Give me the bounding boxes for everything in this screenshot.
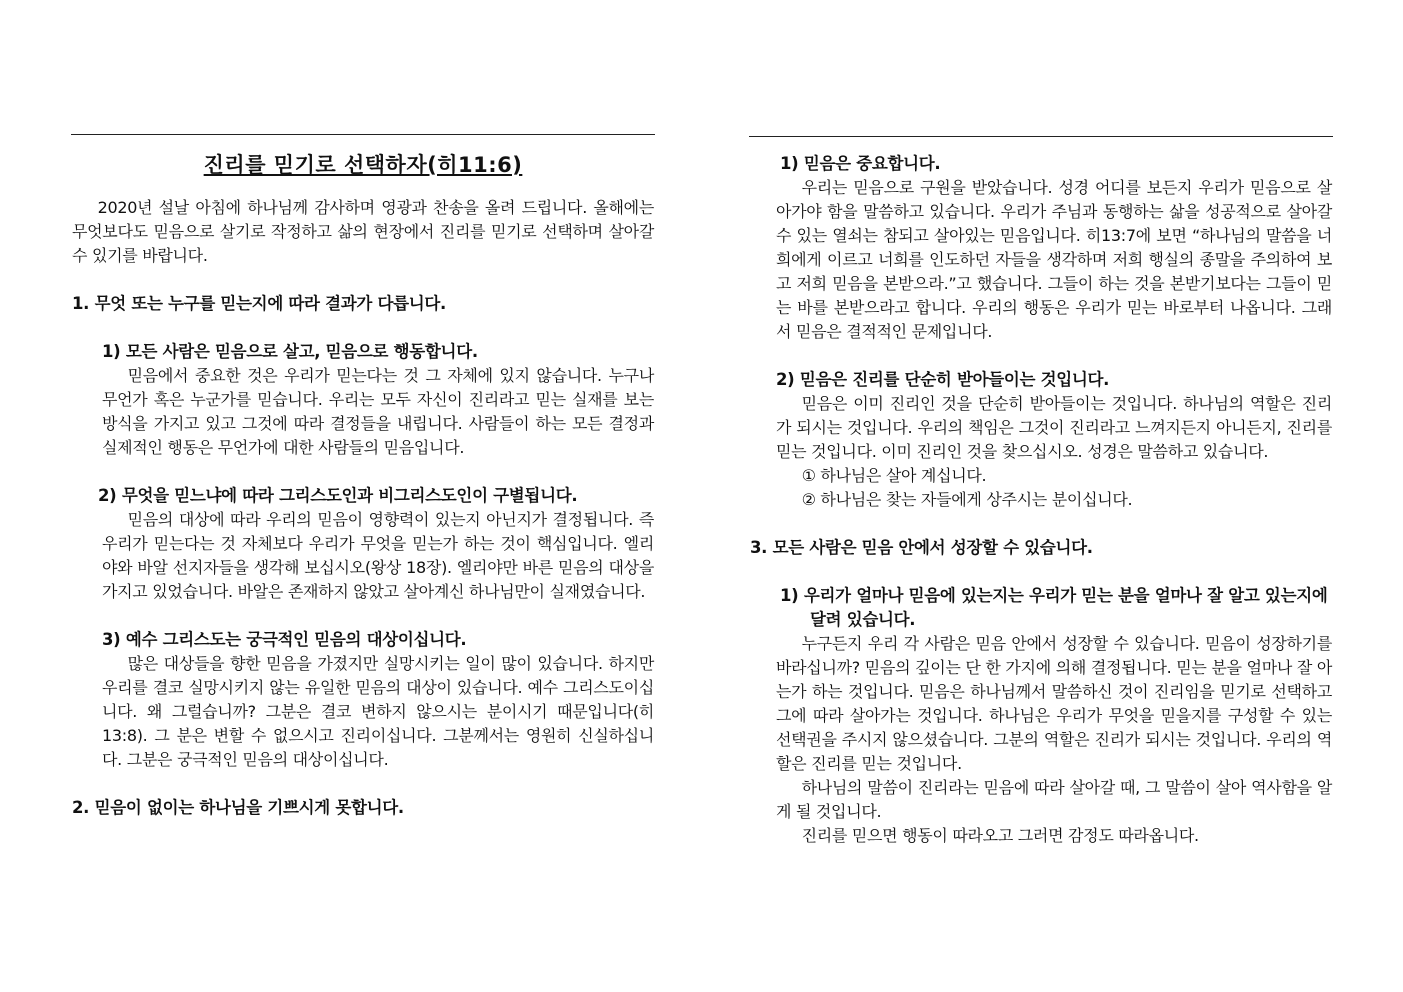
intro-paragraph: 2020년 설날 아침에 하나님께 감사하며 영광과 찬송을 올려 드립니다. 올해에는 무엇보다도 믿음으로 살기로 작정하고 삶의 현장에서 진리를 믿기로 선택하며 살아갈 수 있기를 바랍니다.: [72, 198, 654, 265]
right-column: [750, 152, 1332, 848]
section-2-2-item-1: ① 하나님은 살아 계십니다.: [801, 466, 987, 485]
page-title: 진리를 믿기로 선택하자(히11:6): [203, 153, 523, 177]
section-2-2-item-2: ② 하나님은 찾는 자들에게 상주시는 분이십니다.: [801, 490, 1133, 509]
section-1-3-body: 많은 대상들을 향한 믿음을 가졌지만 실망시키는 일이 많이 있습니다. 하지만 우리를 결코 실망시키지 않는 유일한 믿음의 대상이 있습니다. 예수 그리스도이십니다. 왜 그럴습니까? 그분은 결코 변하지 않으시는 분이시기 때문입니다(히13:8). 그 분은 변할 수 없으시고 진리이십니다. 그분께서는 영원히 신실하십니다. 그분은 궁극적인 믿음의 대상이십니다.: [102, 654, 654, 769]
section-1-heading: 1. 무엇 또는 누구를 믿는지에 따라 결과가 다릅니다.: [72, 294, 447, 313]
section-3-1-body-2: 하나님의 말씀이 진리라는 믿음에 따라 살아갈 때, 그 말씀이 살아 역사함을 알게 될 것입니다.: [776, 778, 1332, 821]
section-2-heading: 2. 믿음이 없이는 하나님을 기쁘시게 못합니다.: [72, 798, 404, 817]
right-top-rule: [749, 136, 1333, 137]
section-2-2-body: 믿음은 이미 진리인 것을 단순히 받아들이는 것입니다. 하나님의 역할은 진리가 되시는 것입니다. 우리의 책임은 그것이 진리라고 느껴지든지 아니든지, 진리를 믿는 것입니다. 이미 진리인 것을 찾으십시오. 성경은 말씀하고 있습니다.: [776, 394, 1332, 461]
left-column: [72, 150, 654, 820]
section-3-1-body-3: 진리를 믿으면 행동이 따라오고 그러면 감정도 따라옵니다.: [801, 826, 1199, 845]
section-1-2-heading: 2) 무엇을 믿느냐에 따라 그리스도인과 비그리스도인이 구별됩니다.: [98, 486, 578, 505]
section-3-1-heading: 1) 우리가 얼마나 믿음에 있는지는 우리가 믿는 분을 얼마나 잘 알고 있는지에 달려 있습니다.: [780, 586, 1328, 629]
section-3-1-body-1: 누구든지 우리 각 사람은 믿음 안에서 성장할 수 있습니다. 믿음이 성장하기를 바라십니까? 믿음의 깊이는 단 한 가지에 의해 결정됩니다. 믿는 분을 얼마나 잘 아는가 하는 것입니다. 믿음은 하나님께서 말씀하신 것이 진리임을 믿기로 선택하고 그에 따라 살아가는 것입니다. 하나님은 우리가 무엇을 믿을지를 구성할 수 있는 선택권을 주시지 않으셨습니다. 그분의 역할은 진리가 되시는 것입니다. 우리의 역할은 진리를 믿는 것입니다.: [776, 634, 1332, 773]
section-1-1-body: 믿음에서 중요한 것은 우리가 믿는다는 것 그 자체에 있지 않습니다. 누구나 무언가 혹은 누군가를 믿습니다. 우리는 모두 자신이 진리라고 믿는 실재를 보는 방식을 가지고 있고 그것에 따라 결정들을 내립니다. 사람들이 하는 모든 결정과 실제적인 행동은 무언가에 대한 사람들의 믿음입니다.: [102, 366, 654, 457]
section-1-3-heading: 3) 예수 그리스도는 궁극적인 믿음의 대상이십니다.: [102, 630, 467, 649]
section-2-2-heading: 2) 믿음은 진리를 단순히 받아들이는 것입니다.: [776, 370, 1110, 389]
section-3-heading: 3. 모든 사람은 믿음 안에서 성장할 수 있습니다.: [750, 538, 1093, 557]
section-2-1-body: 우리는 믿음으로 구원을 받았습니다. 성경 어디를 보든지 우리가 믿음으로 살아가야 함을 말씀하고 있습니다. 우리가 주님과 동행하는 삶을 성공적으로 살아갈 수 있는 열쇠는 참되고 살아있는 믿음입니다. 히13:7에 보면 “하나님의 말씀을 너희에게 이르고 너희를 인도하던 자들을 생각하며 저희 행실의 종말을 주의하여 보고 저희 믿음을 본받으라.”고 했습니다. 그들이 하는 것을 본받기보다는 그들이 믿는 바를 본받으라고 합니다. 우리의 행동은 우리가 믿는 바로부터 나옵니다. 그래서 믿음은 결적적인 문제입니다.: [776, 178, 1332, 341]
left-top-rule: [71, 134, 655, 135]
section-2-1-heading: 1) 믿음은 중요합니다.: [780, 154, 941, 173]
section-1-1-heading: 1) 모든 사람은 믿음으로 살고, 믿음으로 행동합니다.: [102, 342, 478, 361]
section-1-2-body: 믿음의 대상에 따라 우리의 믿음이 영향력이 있는지 아닌지가 결정됩니다. 즉 우리가 믿는다는 것 자체보다 우리가 무엇을 믿는가 하는 것이 핵심입니다. 엘리야와 바알 선지자들을 생각해 보십시오(왕상 18장). 엘리야만 바른 믿음의 대상을 가지고 있었습니다. 바알은 존재하지 않았고 살아계신 하나님만이 실재였습니다.: [102, 510, 654, 601]
